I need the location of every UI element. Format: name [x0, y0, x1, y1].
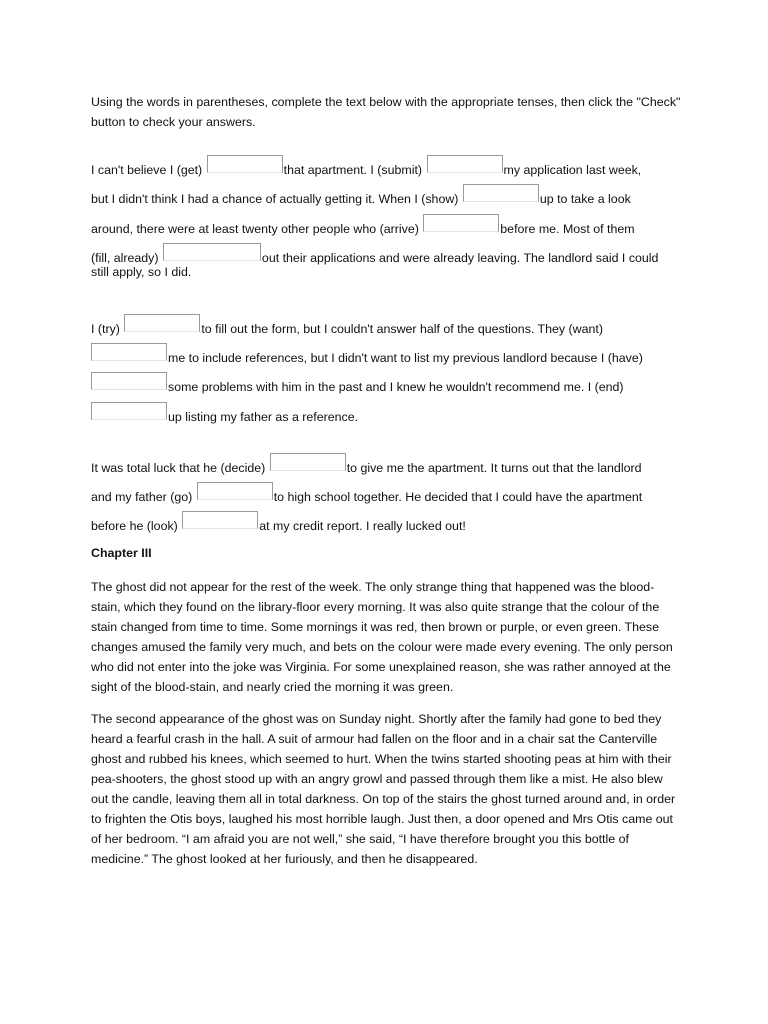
- exercise-text: around, there were at least twenty other people who (arrive): [91, 222, 423, 236]
- exercise-text: before me. Most of them: [500, 222, 635, 236]
- answer-input-end[interactable]: [91, 402, 167, 420]
- exercise-text: before he (look): [91, 519, 182, 533]
- instructions-text: Using the words in parentheses, complete the text below with the appropriate tenses, then click the "Check" button to check your answers.: [91, 95, 681, 129]
- exercise-text: me to include references, but I didn't want to list my previous landlord because I (have): [168, 351, 643, 365]
- exercise-line: [91, 482, 642, 502]
- exercise-text: up to take a look: [539, 192, 631, 206]
- exercise-text: I (try): [91, 322, 124, 336]
- exercise-line: [91, 402, 358, 422]
- exercise-line: [91, 511, 466, 531]
- answer-input-look[interactable]: [182, 511, 258, 529]
- answer-input-try[interactable]: [124, 314, 200, 332]
- exercise-text: that apartment. I (submit): [283, 163, 426, 177]
- exercise-text: I can't believe I (get): [91, 163, 206, 177]
- exercise-line: [91, 184, 631, 204]
- exercise-line: [91, 343, 643, 363]
- chapter-heading: Chapter III: [91, 546, 152, 560]
- answer-input-want[interactable]: [91, 343, 167, 361]
- exercise-text: still apply, so I did.: [91, 265, 192, 279]
- story-paragraph: The second appearance of the ghost was on Sunday night. Shortly after the family had gone to bed they heard a fearful crash in the hall. A suit of armour had fallen on the floor and in a chair sat the Canterville ghost and rubbed his knees, which seemed to hurt. When the twins started shooting peas at him with their pea-shooters, the ghost stood up with an angry growl and passed through them like a mist. He also blew out the candle, leaving them all in total darkness. On top of the stairs the ghost turned around and, in order to frighten the Otis boys, laughed his most horrible laugh. Just then, a door opened and Mrs Otis came out of her bedroom. “I am afraid you are not well,” she said, “I have therefore brought you this bottle of medicine.” The ghost looked at her furiously, and then he disappeared.: [91, 712, 676, 866]
- exercise-line: [91, 243, 658, 263]
- exercise-line: [91, 262, 191, 282]
- exercise-text: out their applications and were already leaving. The landlord said I could: [261, 251, 659, 265]
- exercise-line: [91, 214, 635, 234]
- answer-input-arrive[interactable]: [423, 214, 499, 232]
- answer-input-get[interactable]: [207, 155, 283, 173]
- exercise-text: some problems with him in the past and I knew he wouldn't recommend me. I (end): [168, 380, 624, 394]
- exercise-line: [91, 314, 603, 334]
- exercise-text: to fill out the form, but I couldn't answer half of the questions. They (want): [201, 322, 603, 336]
- exercise-line: [91, 155, 641, 175]
- answer-input-go[interactable]: [197, 482, 273, 500]
- exercise-line: [91, 453, 641, 473]
- exercise-text: my application last week,: [503, 163, 642, 177]
- answer-input-show[interactable]: [463, 184, 539, 202]
- answer-input-fill-already[interactable]: [163, 243, 261, 261]
- exercise-text: at my credit report. I really lucked out!: [259, 519, 466, 533]
- exercise-text: to give me the apartment. It turns out that the landlord: [346, 461, 642, 475]
- exercise-text: up listing my father as a reference.: [168, 410, 359, 424]
- exercise-text: to high school together. He decided that I could have the apartment: [273, 490, 643, 504]
- exercise-text: (fill, already): [91, 251, 162, 265]
- exercise-line: [91, 372, 624, 392]
- exercise-text: It was total luck that he (decide): [91, 461, 269, 475]
- exercise-text: but I didn't think I had a chance of actually getting it. When I (show): [91, 192, 462, 206]
- answer-input-submit[interactable]: [427, 155, 503, 173]
- answer-input-decide[interactable]: [270, 453, 346, 471]
- answer-input-have[interactable]: [91, 372, 167, 390]
- exercise-text: and my father (go): [91, 490, 196, 504]
- story-paragraph: The ghost did not appear for the rest of the week. The only strange thing that happened was the blood-stain, which they found on the library-floor every morning. It was also quite strange that the colour of the stain changed from time to time. Some mornings it was red, then brown or purple, or even green. These changes amused the family very much, and bets on the colour were made every evening. The only person who did not enter into the joke was Virginia. For some unexplained reason, she was rather annoyed at the sight of the blood-stain, and nearly cried the morning it was green.: [91, 580, 673, 694]
